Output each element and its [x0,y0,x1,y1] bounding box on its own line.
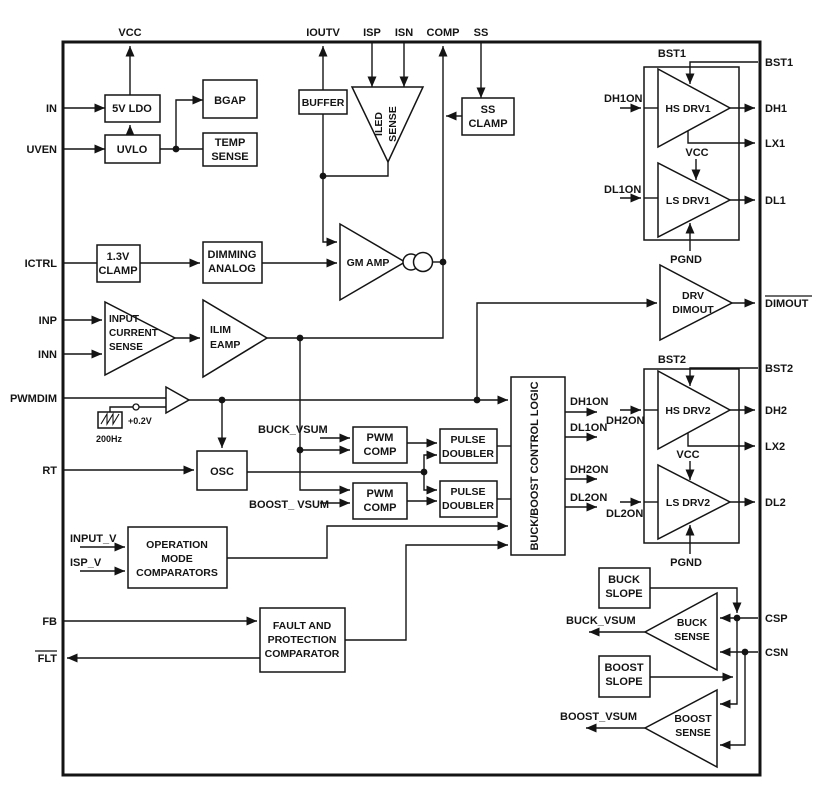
label-200hz: 200Hz [96,434,123,444]
label-dl2on-drv: DL2ON [606,508,644,520]
junction-dot [440,259,447,266]
pin-inn: INN [38,349,57,361]
junction-dot [297,447,304,454]
label-pulse-doubler-1: DOUBLER [442,448,494,460]
label-input-current-sense: SENSE [109,342,143,353]
label-drv-dimout: DIMOUT [672,304,714,316]
junction-dot [734,615,741,622]
label-temp-sense: SENSE [211,151,249,163]
junction-dot [320,173,327,180]
label-buck-sense: SENSE [674,631,710,643]
label-pgnd-drv1: PGND [670,254,702,266]
label-gm-amp: GM AMP [346,257,390,269]
label-buck-vsum-in: BUCK_VSUM [258,424,328,436]
wire-iled-out [323,162,388,176]
label-fault: COMPARATOR [264,648,340,660]
label-dl2on-logic: DL2ON [570,492,608,504]
pin-fb: FB [42,616,57,628]
wire-ref-pwm2 [300,450,350,490]
label-bst1-net: BST1 [657,48,686,60]
pin-ioutv: IOUTV [306,27,340,39]
label-pwm-comp-1: PWM [366,432,394,444]
pin-in: IN [46,103,57,115]
wire-bst1 [690,62,758,84]
label-buck-sense: BUCK [676,617,708,629]
label-ls-drv1: LS DRV1 [665,195,711,207]
wire-csn-boost [720,652,745,745]
wire-bst2 [690,368,758,386]
wire-uvlo-bgap [160,100,203,149]
label-pulse-doubler-1: PULSE [450,434,486,446]
junction-dot [297,335,304,342]
label-vcc-drv2: VCC [676,449,700,461]
label-dl1on-logic: DL1ON [570,422,608,434]
pin-isn: ISN [394,27,414,39]
pin-csp: CSP [765,613,788,625]
label-drv-dimout: DRV [682,290,704,302]
label-fault: PROTECTION [267,634,337,646]
label-ilim-eamp: ILIM [210,324,231,336]
pin-dimout: DIMOUT [765,298,809,310]
label-iled-sense: ILED [373,112,385,136]
pin-dh2: DH2 [765,405,788,417]
wire-fault-logic [345,545,508,640]
pin-lx2: LX2 [765,441,786,453]
pin-dh1: DH1 [765,103,788,115]
gm-amp-output-stage [414,253,433,272]
label-op-mode: MODE [161,553,193,565]
label-hs-drv1: HS DRV1 [665,103,711,115]
pin-lx1: LX1 [765,138,786,150]
label-boost-slope: SLOPE [605,676,643,688]
label-buck-slope: SLOPE [605,588,643,600]
label-control-logic: BUCK/BOOST CONTROL LOGIC [529,381,541,551]
pin-vcc: VCC [118,27,142,39]
wire-lx1 [688,131,755,143]
pin-rt: RT [42,465,57,477]
label-dimming-analog: DIMMING [207,249,257,261]
pin-comp: COMP [426,27,460,39]
label-ilim-eamp: EAMP [210,339,241,351]
label-uvlo: UVLO [116,144,148,156]
pin-ss: SS [473,27,489,39]
pwmdim-buffer [166,387,189,413]
pin-inp: INP [38,315,57,327]
pin-bst1: BST1 [765,57,794,69]
label-input-current-sense: INPUT [109,314,139,325]
wire-node-gm [323,176,337,242]
label-op-mode: COMPARATORS [136,567,218,579]
label-input-current-sense: CURRENT [109,328,158,339]
label-fault: FAULT AND [272,620,332,632]
label-bst2-net: BST2 [657,354,686,366]
label-dh2on-drv: DH2ON [606,415,645,427]
label-bgap: BGAP [214,95,246,107]
label-5v-ldo: 5V LDO [112,103,152,115]
label-1v3-clamp: 1.3V [106,251,130,263]
label-dh1on-logic: DH1ON [570,396,609,408]
label-pulse-doubler-2: DOUBLER [442,500,494,512]
label-pwm-comp-2: PWM [366,488,394,500]
label-boost-vsum-out: BOOST_VSUM [560,711,638,723]
junction-dot [173,146,180,153]
label-vcc-drv1: VCC [685,147,709,159]
wire-csp-boost [720,618,737,704]
offset-summing-node [133,404,139,410]
label-ss-clamp: CLAMP [468,118,508,130]
label-buck-vsum-out: BUCK_VSUM [566,615,636,627]
pin-csn: CSN [765,647,789,659]
label-offset: +0.2V [128,416,152,426]
label-pwm-comp-1: COMP [363,446,397,458]
label-dh1on-drv: DH1ON [604,93,643,105]
label-buck-slope: BUCK [608,574,640,586]
junction-dot [474,397,481,404]
label-temp-sense: TEMP [214,137,246,149]
label-osc: OSC [210,466,234,478]
pin-flt: FLT [37,653,57,665]
label-buffer: BUFFER [301,97,345,109]
label-boost-slope: BOOST [604,662,644,674]
label-ss-clamp: SS [480,104,496,116]
pin-isp: ISP [363,27,381,39]
junction-dot [421,469,428,476]
label-1v3-clamp: CLAMP [98,265,138,277]
wire-lx2 [688,433,755,446]
label-op-mode: OPERATION [146,539,208,551]
label-dimming-analog: ANALOG [208,263,256,275]
pin-ictrl: ICTRL [24,258,57,270]
wire-opmode-logic [227,526,508,558]
pin-uven: UVEN [26,144,57,156]
label-pulse-doubler-2: PULSE [450,486,486,498]
label-boost-sense: SENSE [675,727,711,739]
label-pgnd-drv2: PGND [670,557,702,569]
pin-dl2: DL2 [765,497,786,509]
label-iled-sense: SENSE [387,106,399,142]
label-pwm-comp-2: COMP [363,502,397,514]
junction-dot [742,649,749,656]
label-dl1on-drv: DL1ON [604,184,642,196]
block-drv-dimout [660,265,732,340]
wire-pwmdim-dimout [477,303,657,400]
label-isp-v: ISP_V [70,557,102,569]
label-dh2on-logic: DH2ON [570,464,609,476]
pin-bst2: BST2 [765,363,794,375]
label-hs-drv2: HS DRV2 [665,405,711,417]
junction-dot [219,397,226,404]
label-boost-sense: BOOST [674,713,712,725]
pin-dl1: DL1 [765,195,786,207]
label-input-v: INPUT_V [70,533,117,545]
label-ls-drv2: LS DRV2 [665,497,711,509]
pin-pwmdim: PWMDIM [9,393,57,405]
label-boost-vsum-in: BOOST_ VSUM [249,499,330,511]
